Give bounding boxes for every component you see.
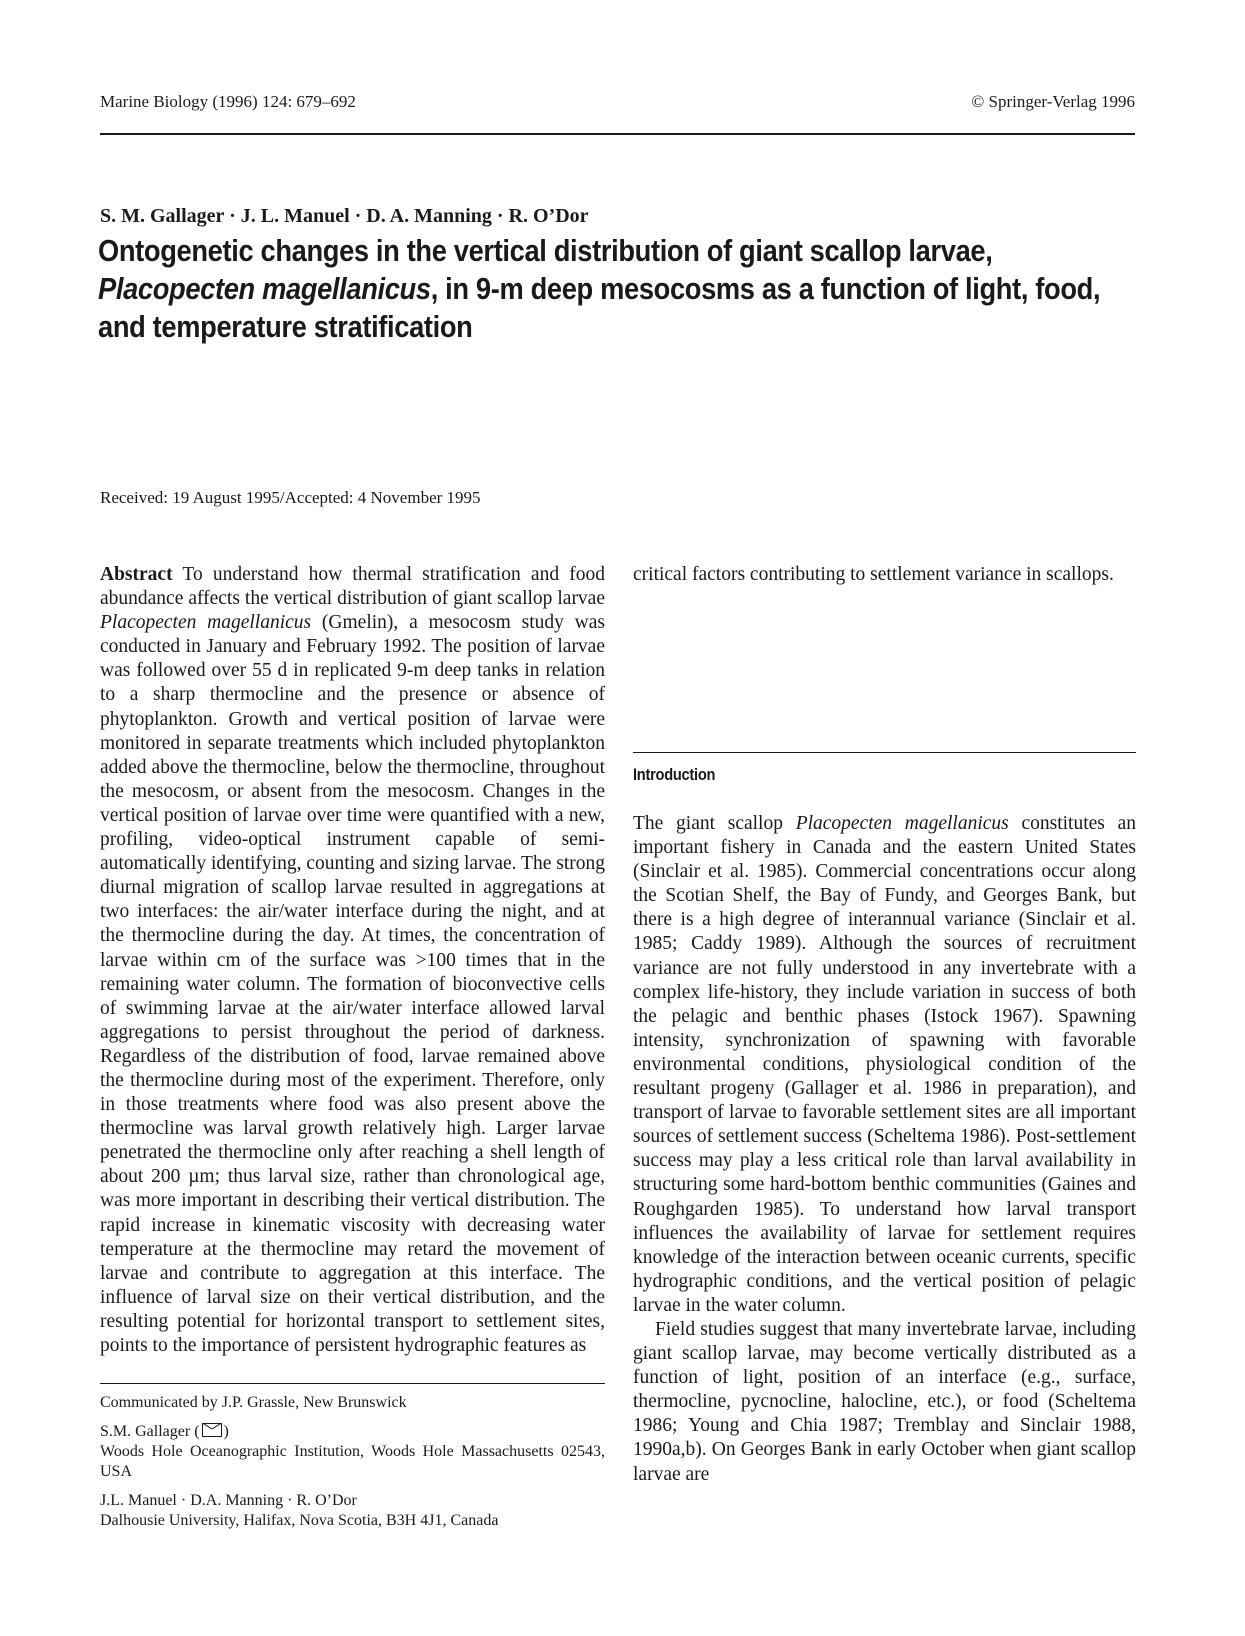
coauthor-names: J.L. Manuel · D.A. Manning · R. O’Dor [100, 1492, 357, 1509]
abstract-continued: critical factors contributing to settlement variance in scallops. [633, 564, 1114, 585]
journal-citation: Marine Biology (1996) 124: 679–692 [100, 92, 356, 111]
copyright-notice: © Springer-Verlag 1996 [971, 92, 1135, 111]
header-rule [100, 133, 1135, 135]
communicated-by: Communicated by J.P. Grassle, New Brunswick [100, 1394, 407, 1411]
title-species: Placopecten magellanicus [98, 271, 431, 306]
abstract-text-end: (Gmelin), a mesocosm study was conducted in January and February 1992. The position of larvae was followed over 55 d in replicated 9-m deep tanks in relation to a sharp thermocline and the presence or absence of phytoplankton. Growth and vertical position of larvae were monitored in separate treatments which included phytoplankton added above the thermocline, below the thermocline, throughout the mesocosm, or absent from the mesocosm. Changes in the vertical position of larvae over time were quantified with a new, profiling, video-optical instrument capable of semi-automatically identifying, counting and sizing larvae. The strong diurnal migration of scallop larvae resulted in aggregations at two interfaces: the air/water interface during the night, and at the thermocline during the day. At times, the concentration of larvae within cm of the surface was >100 times that in the remaining water column. The formation of bioconvective cells of swimming larvae at the air/water interface allowed larval aggregations to persist throughout the period of darkness. Regardless of the distribution of food, larvae remained above the thermocline during most of the experiment. Therefore, only in those treatments where food was also present above the thermocline was larval growth relatively high. Larger larvae penetrated the thermocline only after reaching a shell length of about 200 µm; thus larval size, rather than chronological age, was more important in describing their vertical distribution. The rapid increase in kinematic viscosity with decreasing water temperature at the thermocline may retard the movement of larvae and contribute to aggregation at this interface. The influence of larval size on their vertical distribution, and the resulting potential for horizontal transport to settlement sites, points to the importance of persistent hydrographic features as [100, 612, 605, 1356]
footnotes [100, 1393, 605, 1531]
received-accepted-dates: Received: 19 August 1995/Accepted: 4 November 1995 [100, 488, 481, 507]
envelope-icon [202, 1423, 222, 1437]
footnote-rule [100, 1383, 605, 1384]
abstract [100, 563, 605, 1358]
corresponding-author-close: ) [223, 1423, 229, 1440]
abstract-species: Placopecten magellanicus [100, 612, 312, 634]
affiliation-woods-hole: Woods Hole Oceanographic Institution, Woods Hole Massachusetts 02543, USA [100, 1443, 605, 1480]
intro-p1-start: The giant scallop [633, 813, 796, 834]
title-text-end: , in 9-m deep mesocosms as a function of light, food, and temperature stratification [98, 271, 1101, 344]
abstract-text-start: To understand how thermal stratification and food abundance affects the vertical distribution of giant scallop larvae [100, 564, 605, 610]
intro-paragraph-2: Field studies suggest that many invertebrate larvae, including giant scallop larvae, may become vertically distributed as a function of light, position of an interface (e.g., surface, thermocline, pycnocline, halocline, etc.), or food (Scheltema 1986; Young and Chia 1987; Tremblay and Sinclair 1988, 1990a,b). On Georges Bank in early October when giant scallop larvae are [633, 1318, 1136, 1485]
introduction-body [633, 812, 1136, 1487]
left-column [100, 563, 605, 1358]
right-column-abstract [633, 563, 1136, 587]
intro-p1-end: constitutes an important fishery in Canada and the eastern United States (Sinclair et al. 1985). Commercial concentrations occur along the Scotian Shelf, the Bay of Fundy, and Georges Bank, but there is a high degree of interannual variance (Sinclair et al. 1985; Caddy 1989). Although the sources of recruitment variance are not fully understood in any invertebrate with a complex life-history, they include variation in success of both the pelagic and benthic phases (Istock 1967). Spawning intensity, synchronization of spawning with favorable environmental conditions, physiological condition of the resultant progeny (Gallager et al. 1986 in preparation), and transport of larvae to favorable settlement sites are all important sources of settlement success (Scheltema 1986). Post-settlement success may play a less critical role than larval availability in structuring some hard-bottom benthic communities (Gaines and Roughgarden 1985). To understand how larval transport influences the availability of larvae for settlement requires knowledge of the interaction between oceanic currents, specific hydrographic conditions, and the vertical position of pelagic larvae in the water column. [633, 813, 1136, 1316]
affiliation-dalhousie: Dalhousie University, Halifax, Nova Scotia, B3H 4J1, Canada [100, 1512, 499, 1529]
corresponding-author [100, 1422, 605, 1442]
abstract-label: Abstract [100, 564, 173, 585]
section-rule [633, 752, 1136, 753]
corresponding-author-name: S.M. Gallager ( [100, 1423, 200, 1440]
introduction-heading: Introduction [633, 765, 716, 784]
intro-species: Placopecten magellanicus [795, 813, 1009, 834]
intro-paragraph-1 [633, 812, 1136, 1318]
running-head [100, 92, 1135, 112]
title-text-start: Ontogenetic changes in the vertical distribution of giant scallop larvae, [98, 233, 993, 268]
article-title [98, 232, 1136, 346]
author-list: S. M. Gallager · J. L. Manuel · D. A. Manning · R. O’Dor [100, 205, 589, 227]
